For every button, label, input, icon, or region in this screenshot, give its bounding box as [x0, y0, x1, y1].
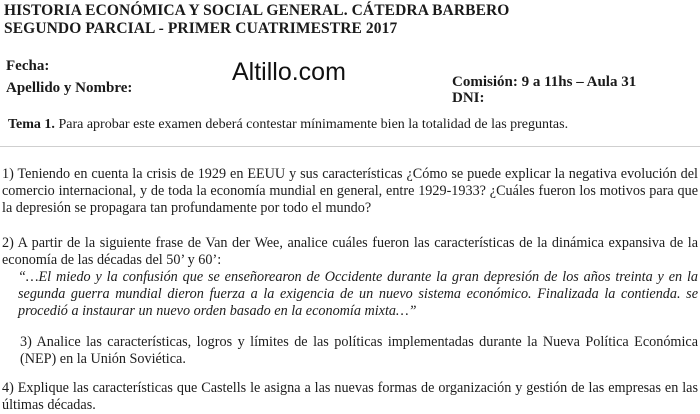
course-title: HISTORIA ECONÓMICA Y SOCIAL GENERAL. CÁTEDRA BARBERO — [4, 2, 510, 19]
commission-label: Comisión: 9 a 11hs – Aula 31 — [452, 74, 637, 90]
tema-label: Tema 1. — [8, 117, 55, 132]
question-1: 1) Teniendo en cuenta la crisis de 1929 en EEUU y sus características ¿Cómo se puede explicar la negativa evolución del comercio internacional, y de toda la economía mundial en general, entre 1929-1933? ¿Cuáles fueron los motivos para que la depresión se propagara tan profundamente por todo el mundo? — [2, 166, 698, 216]
name-label: Apellido y Nombre: — [6, 80, 133, 96]
question-4: 4) Explique las características que Castells le asigna a las nuevas formas de organización y gestión de las empresas en las últimas décadas. — [2, 380, 698, 413]
date-label: Fecha: — [6, 58, 50, 74]
question-2-quote: “…El miedo y la confusión que se enseñorearon de Occidente durante la gran depresión de los años treinta y en la segunda guerra mundial dieron fuerza a la exigencia de un nuevo sistema económico. Finalizada la contienda. se procedió a instaurar un nuevo orden basado en la economía mixta…” — [18, 269, 698, 319]
question-2 — [2, 235, 698, 320]
question-3: 3) Analice las características, logros y límites de las políticas implementadas durante la Nueva Política Económica (NEP) en la Unión Soviética. — [20, 334, 698, 367]
watermark: Altillo.com — [232, 58, 346, 86]
instructions — [8, 117, 568, 133]
divider — [0, 146, 700, 147]
exam-title: SEGUNDO PARCIAL - PRIMER CUATRIMESTRE 2017 — [4, 20, 398, 37]
question-2-text: 2) A partir de la siguiente frase de Van der Wee, analice cuáles fueron las características de la dinámica expansiva de la economía de las décadas del 50’ y 60’: — [2, 235, 698, 268]
tema-text: Para aprobar este examen deberá contestar mínimamente bien la totalidad de las preguntas. — [54, 117, 569, 132]
dni-label: DNI: — [452, 90, 485, 106]
